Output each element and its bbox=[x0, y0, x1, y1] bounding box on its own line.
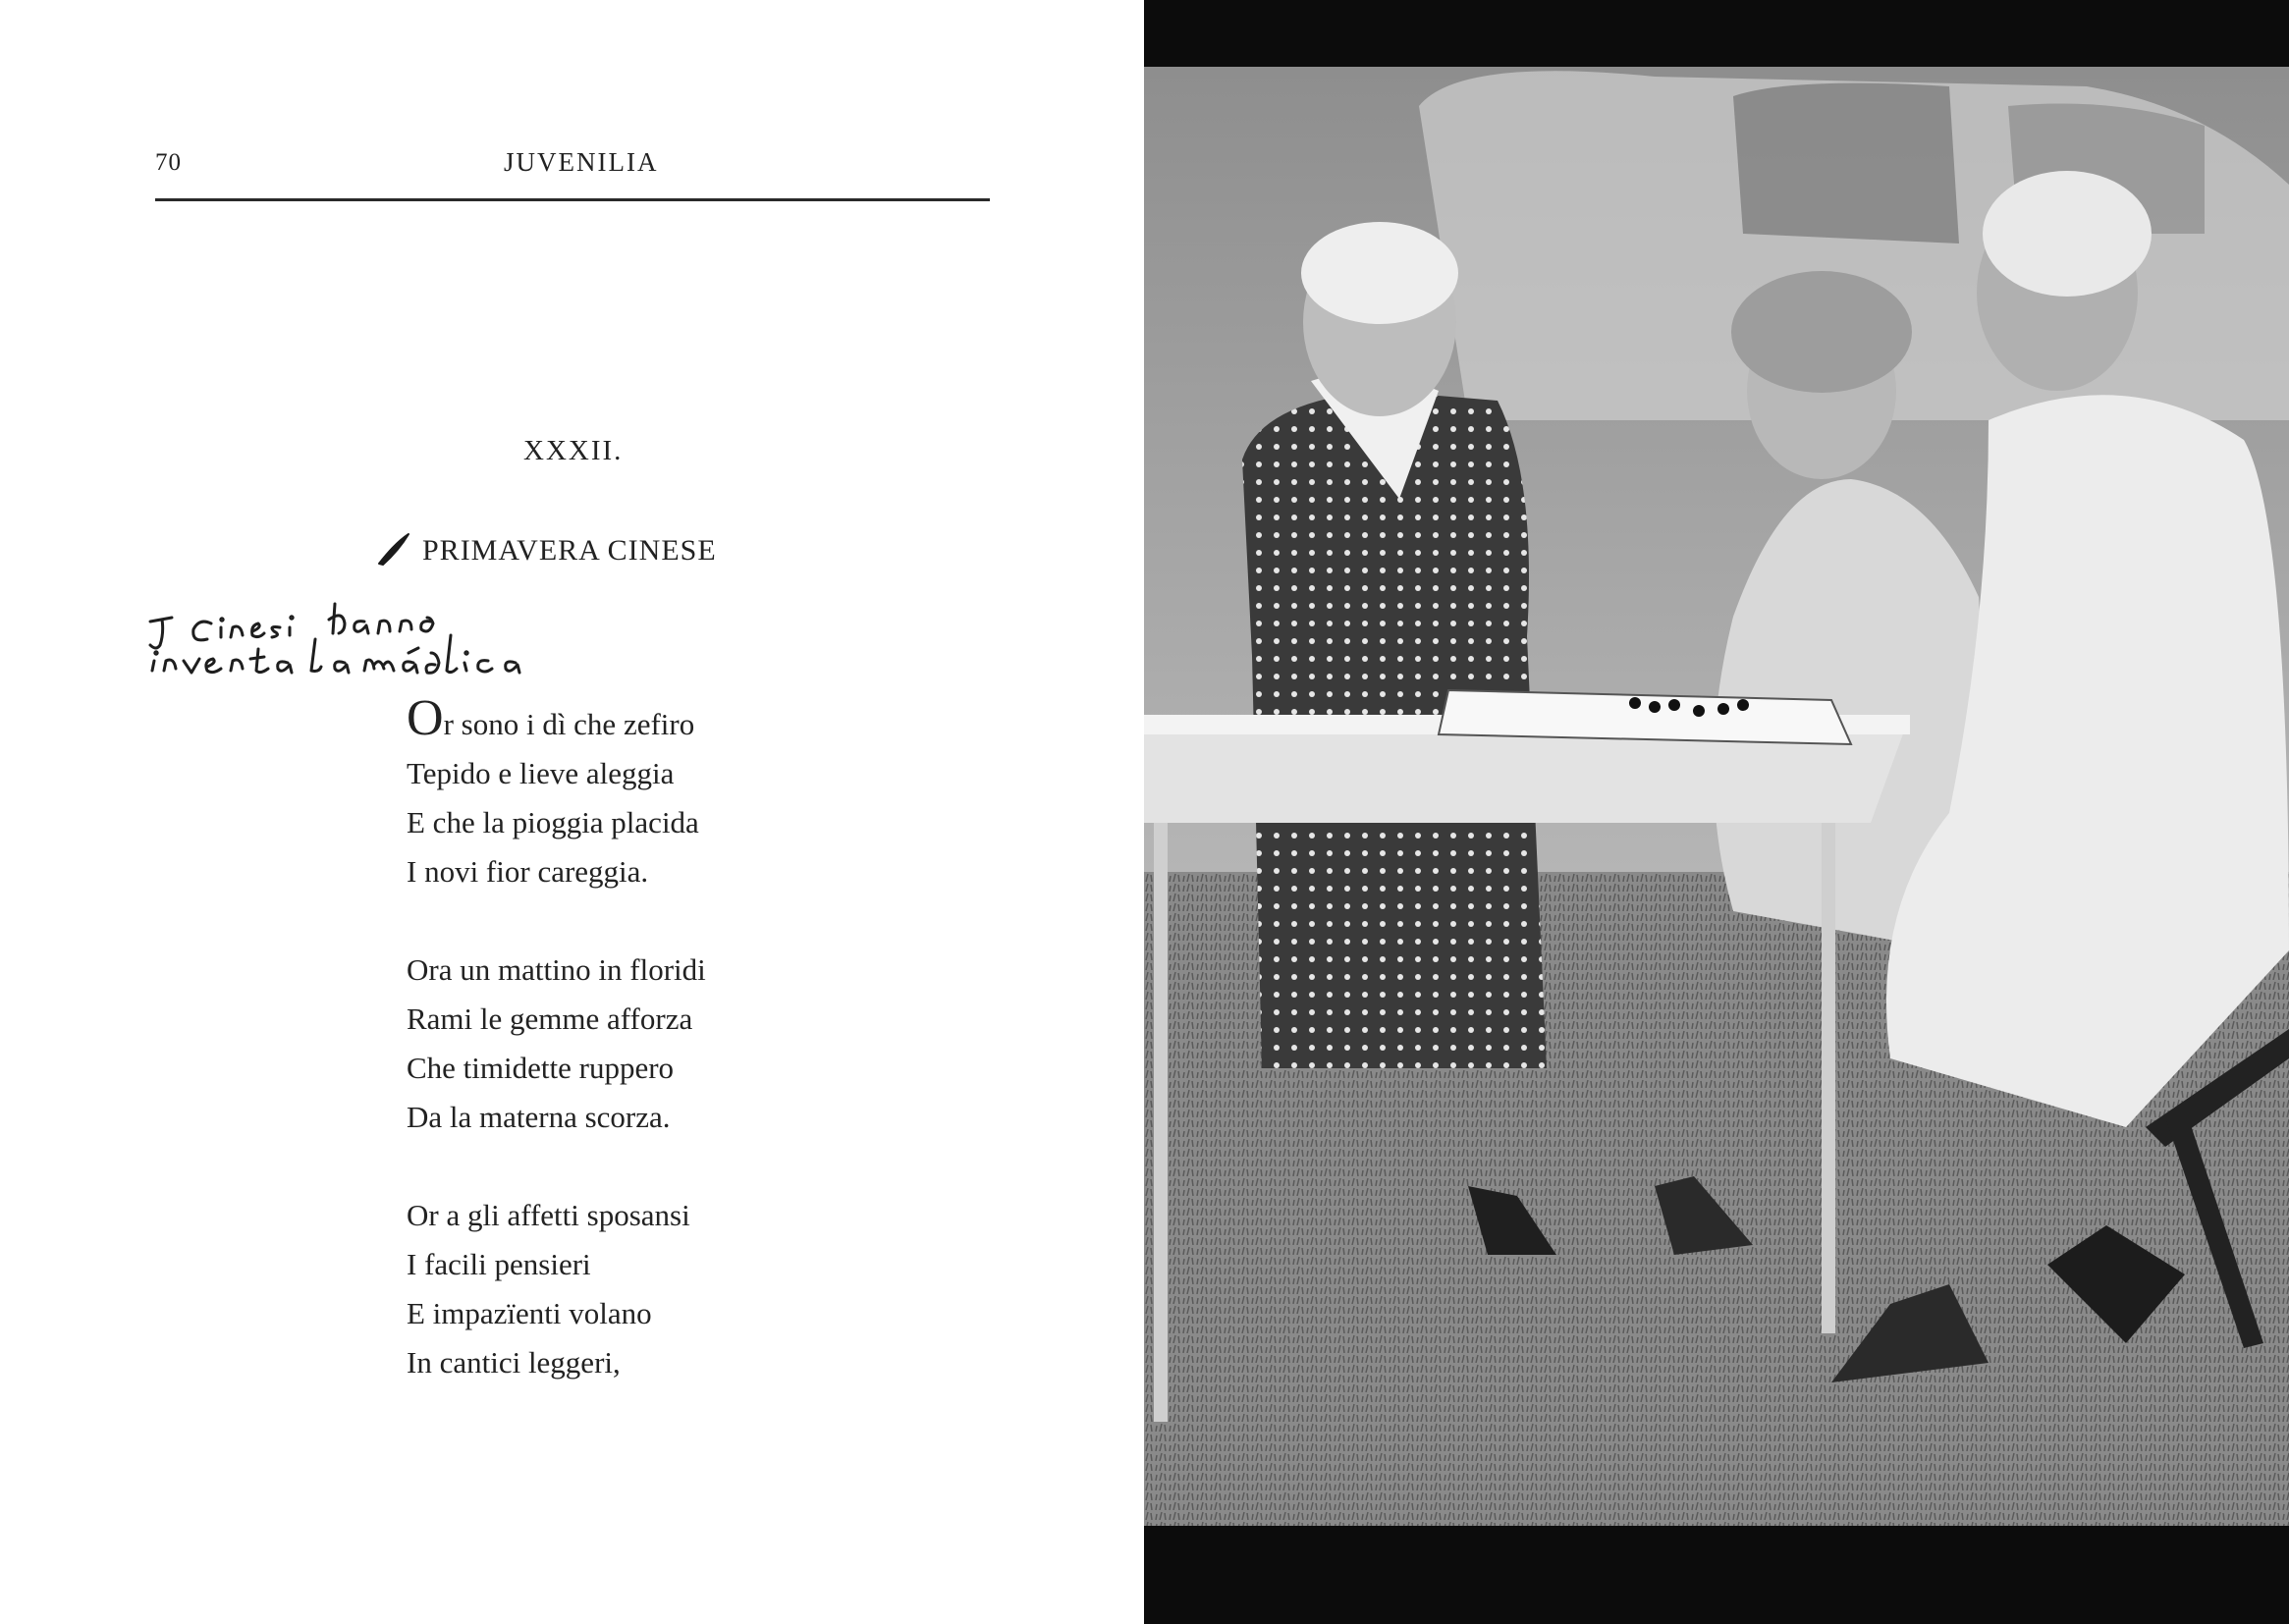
verse-line: Tepido e lieve aleggia bbox=[407, 756, 675, 790]
verse-line: I facili pensieri bbox=[407, 1247, 591, 1281]
page-number: 70 bbox=[155, 149, 182, 176]
verse-line: Rami le gemme afforza bbox=[407, 1001, 693, 1036]
verse-line: Da la materna scorza. bbox=[407, 1100, 671, 1134]
stanza bbox=[407, 1191, 706, 1387]
poem-number: XXXII. bbox=[523, 435, 624, 466]
poem-title: PRIMAVERA CINESE bbox=[422, 534, 717, 567]
verse-line: E che la pioggia placida bbox=[407, 805, 699, 839]
verse-line: In cantici leggeri, bbox=[407, 1345, 621, 1380]
verse-line-rest: r sono i dì che zefiro bbox=[443, 707, 695, 741]
verse-line bbox=[407, 690, 706, 749]
verse-line: Che timidette ruppero bbox=[407, 1051, 675, 1085]
verse-line: E impazïenti volano bbox=[407, 1296, 652, 1330]
verse-line: Or a gli affetti sposansi bbox=[407, 1198, 690, 1232]
running-head bbox=[155, 147, 990, 201]
verse-line: I novi fior careggia. bbox=[407, 854, 649, 889]
drop-cap: O bbox=[407, 690, 444, 746]
verse-line: Ora un mattino in floridi bbox=[407, 952, 706, 987]
photograph bbox=[1144, 67, 2289, 1526]
stanza bbox=[407, 690, 706, 896]
handwritten-margin-note bbox=[142, 594, 535, 702]
left-page bbox=[0, 0, 1144, 1624]
book-title: JUVENILIA bbox=[504, 147, 659, 177]
poem-body bbox=[407, 690, 706, 1436]
right-page bbox=[1144, 0, 2289, 1624]
handwritten-tick-icon bbox=[373, 530, 414, 569]
stanza bbox=[407, 946, 706, 1142]
